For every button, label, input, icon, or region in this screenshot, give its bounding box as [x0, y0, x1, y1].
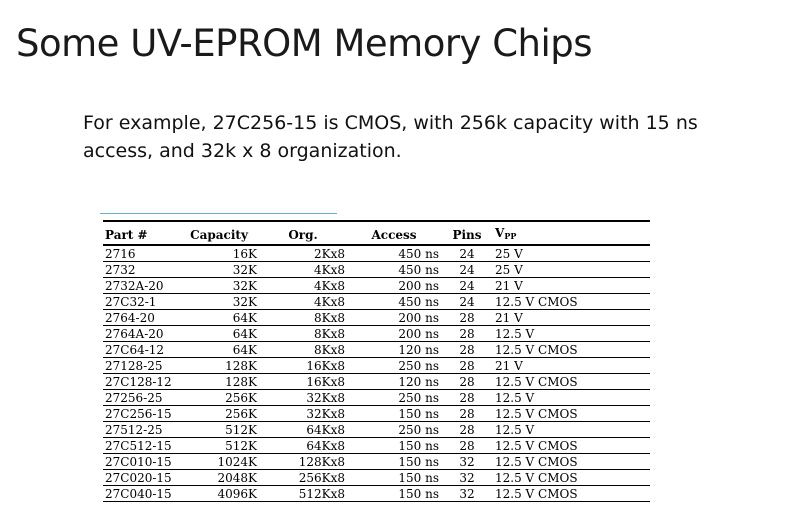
cell-part: 2732A-20	[103, 278, 179, 294]
table-row	[103, 454, 650, 470]
cell-pins: 28	[443, 406, 491, 422]
cell-capacity: 16K	[179, 245, 259, 262]
cell-capacity: 2048K	[179, 470, 259, 486]
cell-org: 128Kx8	[259, 454, 347, 470]
cell-vpp: 12.5 V CMOS	[491, 342, 650, 358]
cell-part: 2732	[103, 262, 179, 278]
cell-org: 4Kx8	[259, 262, 347, 278]
cell-org: 32Kx8	[259, 390, 347, 406]
cell-capacity: 32K	[179, 294, 259, 310]
cell-pins: 24	[443, 294, 491, 310]
table-row	[103, 486, 650, 502]
cell-access: 150 ns	[347, 486, 443, 502]
cell-vpp: 12.5 V	[491, 390, 650, 406]
cell-access: 150 ns	[347, 470, 443, 486]
cell-access: 250 ns	[347, 422, 443, 438]
cell-capacity: 512K	[179, 438, 259, 454]
cell-part: 27256-25	[103, 390, 179, 406]
cell-capacity: 1024K	[179, 454, 259, 470]
cell-pins: 28	[443, 342, 491, 358]
slide-title: Some UV-EPROM Memory Chips	[16, 22, 593, 65]
cell-capacity: 32K	[179, 262, 259, 278]
cell-vpp: 12.5 V CMOS	[491, 438, 650, 454]
cell-pins: 28	[443, 326, 491, 342]
cell-capacity: 128K	[179, 358, 259, 374]
table-row	[103, 294, 650, 310]
cell-part: 27C010-15	[103, 454, 179, 470]
header-capacity: Capacity	[179, 221, 259, 245]
table-row	[103, 278, 650, 294]
cell-part: 27C256-15	[103, 406, 179, 422]
header-access: Access	[347, 221, 443, 245]
cell-part: 27C512-15	[103, 438, 179, 454]
cell-part: 2716	[103, 245, 179, 262]
cell-pins: 24	[443, 245, 491, 262]
cell-access: 150 ns	[347, 454, 443, 470]
header-org: Org.	[259, 221, 347, 245]
cell-access: 450 ns	[347, 262, 443, 278]
header-part: Part #	[103, 221, 179, 245]
cell-vpp: 12.5 V	[491, 326, 650, 342]
cell-capacity: 64K	[179, 310, 259, 326]
cell-org: 16Kx8	[259, 358, 347, 374]
cell-part: 27C020-15	[103, 470, 179, 486]
cell-org: 64Kx8	[259, 438, 347, 454]
cell-access: 450 ns	[347, 245, 443, 262]
cell-vpp: 12.5 V CMOS	[491, 294, 650, 310]
cell-vpp: 21 V	[491, 358, 650, 374]
cell-access: 120 ns	[347, 342, 443, 358]
eprom-table	[103, 220, 650, 502]
cell-access: 250 ns	[347, 358, 443, 374]
cell-vpp: 12.5 V CMOS	[491, 406, 650, 422]
table-row	[103, 342, 650, 358]
cell-vpp: 12.5 V	[491, 422, 650, 438]
table-row	[103, 438, 650, 454]
header-vpp-main: V	[495, 226, 505, 240]
cell-org: 16Kx8	[259, 374, 347, 390]
cell-part: 27512-25	[103, 422, 179, 438]
cell-capacity: 32K	[179, 278, 259, 294]
table-row	[103, 422, 650, 438]
cell-pins: 28	[443, 422, 491, 438]
cell-pins: 32	[443, 470, 491, 486]
slide-body-text: For example, 27C256-15 is CMOS, with 256k capacity with 15 ns access, and 32k x 8 organization.	[83, 112, 698, 162]
cell-pins: 28	[443, 390, 491, 406]
cell-vpp: 12.5 V CMOS	[491, 374, 650, 390]
cell-pins: 24	[443, 278, 491, 294]
cell-vpp: 12.5 V CMOS	[491, 486, 650, 502]
cell-part: 27128-25	[103, 358, 179, 374]
cell-access: 450 ns	[347, 294, 443, 310]
cell-pins: 32	[443, 454, 491, 470]
cell-org: 2Kx8	[259, 245, 347, 262]
header-vpp-sub: PP	[504, 231, 517, 241]
cell-capacity: 128K	[179, 374, 259, 390]
cell-access: 200 ns	[347, 278, 443, 294]
table-row	[103, 390, 650, 406]
cell-part: 27C64-12	[103, 342, 179, 358]
table-row	[103, 374, 650, 390]
cell-part: 2764A-20	[103, 326, 179, 342]
cell-capacity: 64K	[179, 326, 259, 342]
cell-vpp: 21 V	[491, 278, 650, 294]
cell-pins: 24	[443, 262, 491, 278]
cell-part: 2764-20	[103, 310, 179, 326]
cell-vpp: 25 V	[491, 262, 650, 278]
cell-capacity: 64K	[179, 342, 259, 358]
cell-access: 150 ns	[347, 438, 443, 454]
cell-access: 200 ns	[347, 326, 443, 342]
cell-org: 4Kx8	[259, 294, 347, 310]
table-row	[103, 262, 650, 278]
cell-vpp: 25 V	[491, 245, 650, 262]
cell-capacity: 4096K	[179, 486, 259, 502]
cell-access: 250 ns	[347, 390, 443, 406]
table-row	[103, 310, 650, 326]
cell-access: 200 ns	[347, 310, 443, 326]
cell-pins: 28	[443, 374, 491, 390]
cell-org: 256Kx8	[259, 470, 347, 486]
cell-org: 8Kx8	[259, 342, 347, 358]
cell-access: 120 ns	[347, 374, 443, 390]
header-vpp	[491, 221, 650, 245]
cell-part: 27C32-1	[103, 294, 179, 310]
cell-org: 8Kx8	[259, 326, 347, 342]
accent-rule	[100, 213, 337, 214]
cell-capacity: 256K	[179, 406, 259, 422]
cell-org: 32Kx8	[259, 406, 347, 422]
cell-part: 27C128-12	[103, 374, 179, 390]
cell-org: 64Kx8	[259, 422, 347, 438]
cell-pins: 28	[443, 438, 491, 454]
cell-org: 512Kx8	[259, 486, 347, 502]
cell-vpp: 12.5 V CMOS	[491, 470, 650, 486]
cell-pins: 28	[443, 358, 491, 374]
cell-pins: 28	[443, 310, 491, 326]
cell-access: 150 ns	[347, 406, 443, 422]
cell-capacity: 512K	[179, 422, 259, 438]
cell-org: 8Kx8	[259, 310, 347, 326]
table-header-row	[103, 221, 650, 245]
table-row	[103, 406, 650, 422]
table-row	[103, 470, 650, 486]
header-pins: Pins	[443, 221, 491, 245]
cell-pins: 32	[443, 486, 491, 502]
cell-part: 27C040-15	[103, 486, 179, 502]
table-row	[103, 326, 650, 342]
table-row	[103, 358, 650, 374]
cell-capacity: 256K	[179, 390, 259, 406]
cell-vpp: 21 V	[491, 310, 650, 326]
table-row	[103, 245, 650, 262]
cell-org: 4Kx8	[259, 278, 347, 294]
cell-vpp: 12.5 V CMOS	[491, 454, 650, 470]
